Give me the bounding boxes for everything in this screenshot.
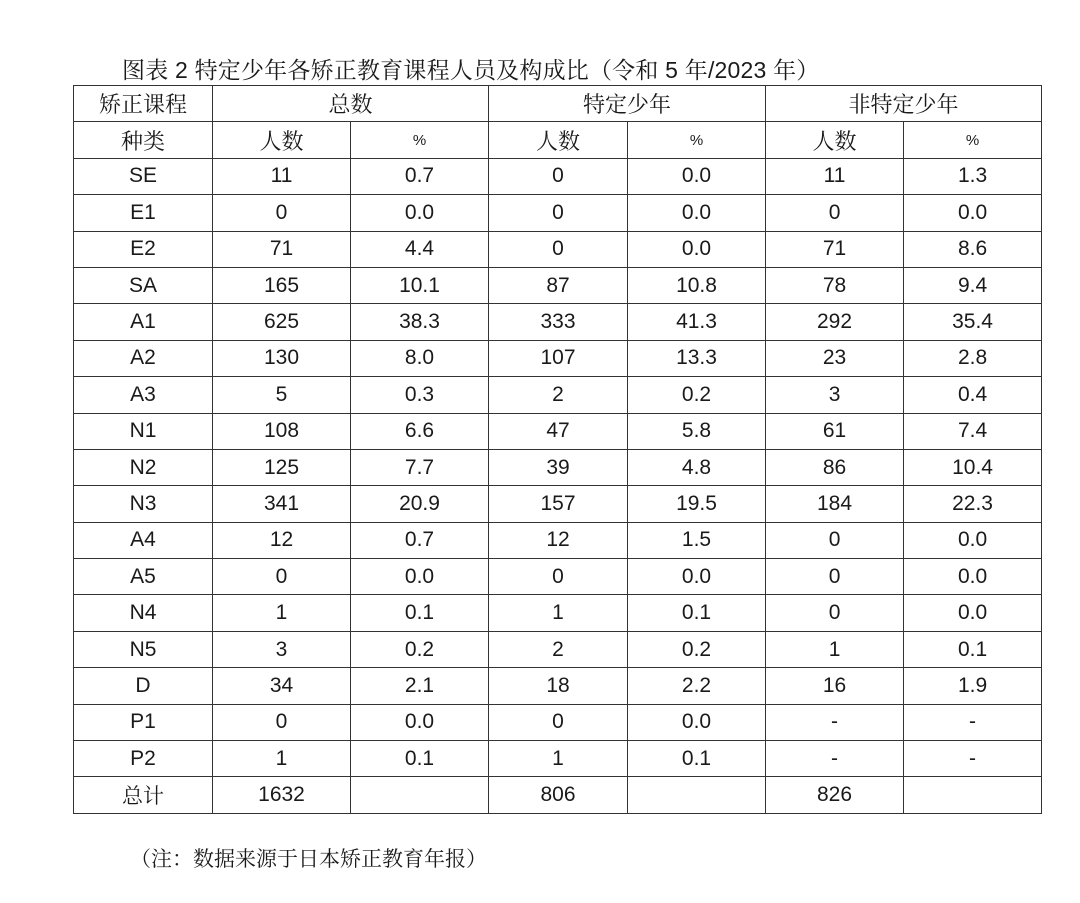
header-non-specified-percent: % <box>904 122 1042 158</box>
cell-total-count: 1 <box>213 595 351 631</box>
cell-total-count: 0 <box>213 195 351 231</box>
cell-specified-percent: 2.2 <box>628 668 766 704</box>
cell-specified-percent: 0.0 <box>628 231 766 267</box>
cell-non-specified-count: 71 <box>766 231 904 267</box>
header-row-subcolumns <box>74 122 1042 158</box>
cell-non-specified-count: 3 <box>766 377 904 413</box>
cell-total-percent: 0.0 <box>351 559 489 595</box>
table-row <box>74 195 1042 231</box>
cell-non-specified-count: 292 <box>766 304 904 340</box>
cell-specified-count: 2 <box>489 377 628 413</box>
cell-non-specified-percent: 10.4 <box>904 449 1042 485</box>
cell-course: A3 <box>74 377 213 413</box>
cell-specified-percent: 19.5 <box>628 486 766 522</box>
cell-total-percent: 7.7 <box>351 449 489 485</box>
table-row <box>74 304 1042 340</box>
cell-specified-count: 157 <box>489 486 628 522</box>
cell-course: A2 <box>74 340 213 376</box>
table-row <box>74 777 1042 813</box>
cell-course: P1 <box>74 704 213 740</box>
cell-non-specified-count: 0 <box>766 195 904 231</box>
cell-total-percent <box>351 777 489 813</box>
cell-specified-percent: 4.8 <box>628 449 766 485</box>
cell-non-specified-percent: 1.9 <box>904 668 1042 704</box>
table-row <box>74 158 1042 194</box>
cell-total-percent: 38.3 <box>351 304 489 340</box>
cell-specified-percent: 0.0 <box>628 559 766 595</box>
header-category-line2: 种类 <box>74 122 213 158</box>
cell-total-count: 3 <box>213 631 351 667</box>
table-row <box>74 340 1042 376</box>
table-row <box>74 413 1042 449</box>
table-row <box>74 741 1042 777</box>
cell-total-count: 11 <box>213 158 351 194</box>
cell-total-count: 1 <box>213 741 351 777</box>
cell-specified-percent: 10.8 <box>628 267 766 303</box>
cell-non-specified-percent: 8.6 <box>904 231 1042 267</box>
cell-total-percent: 0.0 <box>351 195 489 231</box>
cell-total-percent: 8.0 <box>351 340 489 376</box>
cell-total-percent: 0.1 <box>351 741 489 777</box>
cell-non-specified-percent: 7.4 <box>904 413 1042 449</box>
cell-total-percent: 4.4 <box>351 231 489 267</box>
table-row <box>74 377 1042 413</box>
cell-non-specified-percent: - <box>904 704 1042 740</box>
cell-course: N5 <box>74 631 213 667</box>
cell-total-percent: 0.0 <box>351 704 489 740</box>
table-row <box>74 449 1042 485</box>
cell-non-specified-percent: 1.3 <box>904 158 1042 194</box>
cell-non-specified-count: 0 <box>766 522 904 558</box>
cell-total-count: 1632 <box>213 777 351 813</box>
table-row <box>74 668 1042 704</box>
cell-total-percent: 6.6 <box>351 413 489 449</box>
cell-course: 总计 <box>74 777 213 813</box>
header-category-line1: 矫正课程 <box>74 86 213 122</box>
table-row <box>74 559 1042 595</box>
cell-non-specified-percent: - <box>904 741 1042 777</box>
cell-specified-percent: 0.1 <box>628 741 766 777</box>
cell-specified-count: 0 <box>489 231 628 267</box>
cell-total-count: 0 <box>213 559 351 595</box>
cell-specified-percent: 0.1 <box>628 595 766 631</box>
cell-course: SE <box>74 158 213 194</box>
cell-course: N1 <box>74 413 213 449</box>
cell-specified-count: 12 <box>489 522 628 558</box>
cell-course: E1 <box>74 195 213 231</box>
header-non-specified-count: 人数 <box>766 122 904 158</box>
table-row <box>74 595 1042 631</box>
cell-specified-percent: 1.5 <box>628 522 766 558</box>
cell-specified-count: 2 <box>489 631 628 667</box>
cell-non-specified-count: 16 <box>766 668 904 704</box>
cell-total-count: 71 <box>213 231 351 267</box>
cell-specified-count: 87 <box>489 267 628 303</box>
header-group-total: 总数 <box>213 86 489 122</box>
cell-non-specified-percent: 22.3 <box>904 486 1042 522</box>
cell-non-specified-count: 826 <box>766 777 904 813</box>
source-note: （注：数据来源于日本矫正教育年报） <box>130 848 487 871</box>
cell-course: N4 <box>74 595 213 631</box>
cell-specified-count: 806 <box>489 777 628 813</box>
header-total-percent: % <box>351 122 489 158</box>
cell-total-percent: 10.1 <box>351 267 489 303</box>
cell-specified-count: 0 <box>489 195 628 231</box>
cell-course: P2 <box>74 741 213 777</box>
cell-course: SA <box>74 267 213 303</box>
cell-non-specified-count: 86 <box>766 449 904 485</box>
table-row <box>74 704 1042 740</box>
table-row <box>74 267 1042 303</box>
cell-total-percent: 20.9 <box>351 486 489 522</box>
cell-specified-percent: 41.3 <box>628 304 766 340</box>
cell-non-specified-percent: 0.0 <box>904 195 1042 231</box>
cell-specified-count: 39 <box>489 449 628 485</box>
cell-total-count: 108 <box>213 413 351 449</box>
cell-non-specified-count: 184 <box>766 486 904 522</box>
cell-non-specified-count: 23 <box>766 340 904 376</box>
cell-non-specified-count: 1 <box>766 631 904 667</box>
cell-total-count: 625 <box>213 304 351 340</box>
cell-non-specified-count: - <box>766 704 904 740</box>
cell-specified-percent: 13.3 <box>628 340 766 376</box>
cell-non-specified-percent: 0.1 <box>904 631 1042 667</box>
cell-specified-count: 47 <box>489 413 628 449</box>
header-specified-percent: % <box>628 122 766 158</box>
cell-non-specified-percent: 0.0 <box>904 559 1042 595</box>
cell-total-count: 12 <box>213 522 351 558</box>
cell-specified-percent: 0.2 <box>628 377 766 413</box>
cell-course: N3 <box>74 486 213 522</box>
cell-non-specified-count: - <box>766 741 904 777</box>
table-row <box>74 231 1042 267</box>
header-total-count: 人数 <box>213 122 351 158</box>
cell-total-percent: 0.7 <box>351 158 489 194</box>
cell-non-specified-count: 61 <box>766 413 904 449</box>
correction-course-table <box>73 85 1042 814</box>
header-specified-count: 人数 <box>489 122 628 158</box>
cell-total-percent: 0.7 <box>351 522 489 558</box>
cell-total-percent: 0.3 <box>351 377 489 413</box>
cell-specified-percent: 0.0 <box>628 195 766 231</box>
cell-total-percent: 0.2 <box>351 631 489 667</box>
cell-total-count: 0 <box>213 704 351 740</box>
cell-total-count: 125 <box>213 449 351 485</box>
cell-specified-percent: 5.8 <box>628 413 766 449</box>
cell-specified-count: 18 <box>489 668 628 704</box>
header-group-specified: 特定少年 <box>489 86 766 122</box>
cell-non-specified-count: 11 <box>766 158 904 194</box>
cell-non-specified-count: 78 <box>766 267 904 303</box>
header-group-non-specified: 非特定少年 <box>766 86 1042 122</box>
cell-course: E2 <box>74 231 213 267</box>
cell-non-specified-count: 0 <box>766 595 904 631</box>
table-row <box>74 631 1042 667</box>
cell-non-specified-percent: 2.8 <box>904 340 1042 376</box>
cell-specified-count: 0 <box>489 158 628 194</box>
cell-specified-count: 1 <box>489 741 628 777</box>
cell-specified-percent: 0.0 <box>628 158 766 194</box>
table-body <box>74 86 1042 814</box>
cell-course: A5 <box>74 559 213 595</box>
table-row <box>74 486 1042 522</box>
cell-non-specified-percent: 0.0 <box>904 595 1042 631</box>
cell-specified-count: 0 <box>489 704 628 740</box>
cell-specified-percent <box>628 777 766 813</box>
cell-specified-count: 0 <box>489 559 628 595</box>
cell-total-percent: 2.1 <box>351 668 489 704</box>
table-row <box>74 522 1042 558</box>
cell-specified-percent: 0.2 <box>628 631 766 667</box>
cell-non-specified-percent: 9.4 <box>904 267 1042 303</box>
cell-specified-count: 107 <box>489 340 628 376</box>
cell-total-count: 341 <box>213 486 351 522</box>
cell-course: A1 <box>74 304 213 340</box>
cell-specified-count: 333 <box>489 304 628 340</box>
cell-course: N2 <box>74 449 213 485</box>
cell-total-count: 130 <box>213 340 351 376</box>
cell-course: D <box>74 668 213 704</box>
cell-total-count: 34 <box>213 668 351 704</box>
cell-specified-percent: 0.0 <box>628 704 766 740</box>
cell-total-count: 165 <box>213 267 351 303</box>
cell-total-count: 5 <box>213 377 351 413</box>
cell-non-specified-count: 0 <box>766 559 904 595</box>
header-row-groups <box>74 86 1042 122</box>
cell-total-percent: 0.1 <box>351 595 489 631</box>
table-caption: 图表 2 特定少年各矫正教育课程人员及构成比（令和 5 年/2023 年） <box>122 57 820 83</box>
cell-non-specified-percent: 0.0 <box>904 522 1042 558</box>
cell-course: A4 <box>74 522 213 558</box>
cell-non-specified-percent: 35.4 <box>904 304 1042 340</box>
cell-non-specified-percent <box>904 777 1042 813</box>
cell-non-specified-percent: 0.4 <box>904 377 1042 413</box>
cell-specified-count: 1 <box>489 595 628 631</box>
